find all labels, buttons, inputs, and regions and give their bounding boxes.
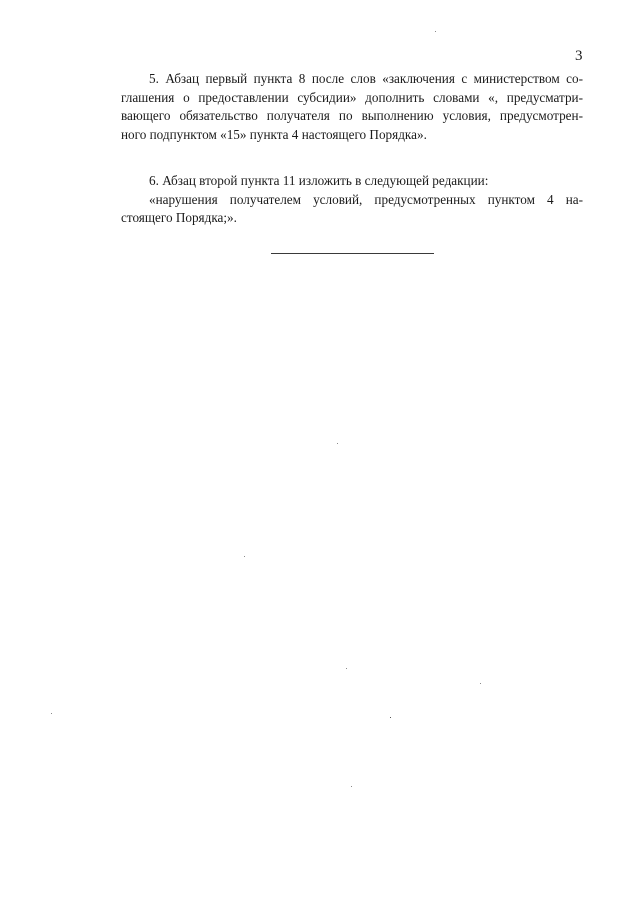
paragraph-6-line-3: стоящего Порядка;». xyxy=(121,210,237,226)
end-of-text-separator xyxy=(271,253,434,254)
paragraph-5-line-1: 5. Абзац первый пункта 8 после слов «заключения с министерством со- xyxy=(149,71,583,86)
paragraph-6 xyxy=(121,172,583,228)
scan-speck xyxy=(244,556,245,557)
paragraph-5-line-3: вающего обязательство получателя по выполнению условия, предусмотрен- xyxy=(121,108,583,124)
paragraph-6-line-1: 6. Абзац второй пункта 11 изложить в следующей редакции: xyxy=(149,173,489,188)
paragraph-5-line-2: глашения о предоставлении субсидии» дополнить словами «, предусматри- xyxy=(121,89,583,105)
scan-speck xyxy=(351,786,352,787)
page-number: 3 xyxy=(575,48,583,64)
scan-speck xyxy=(435,31,436,32)
scan-speck xyxy=(346,668,347,669)
scan-speck xyxy=(480,683,481,684)
paragraph-6-line-2: «нарушения получателем условий, предусмотренных пунктом 4 на- xyxy=(149,191,583,207)
scan-speck xyxy=(51,713,52,714)
scan-speck xyxy=(390,717,391,718)
paragraph-5-line-4: ного подпунктом «15» пункта 4 настоящего Порядка». xyxy=(121,126,427,142)
scan-speck xyxy=(337,443,338,444)
paragraph-5 xyxy=(121,70,583,144)
